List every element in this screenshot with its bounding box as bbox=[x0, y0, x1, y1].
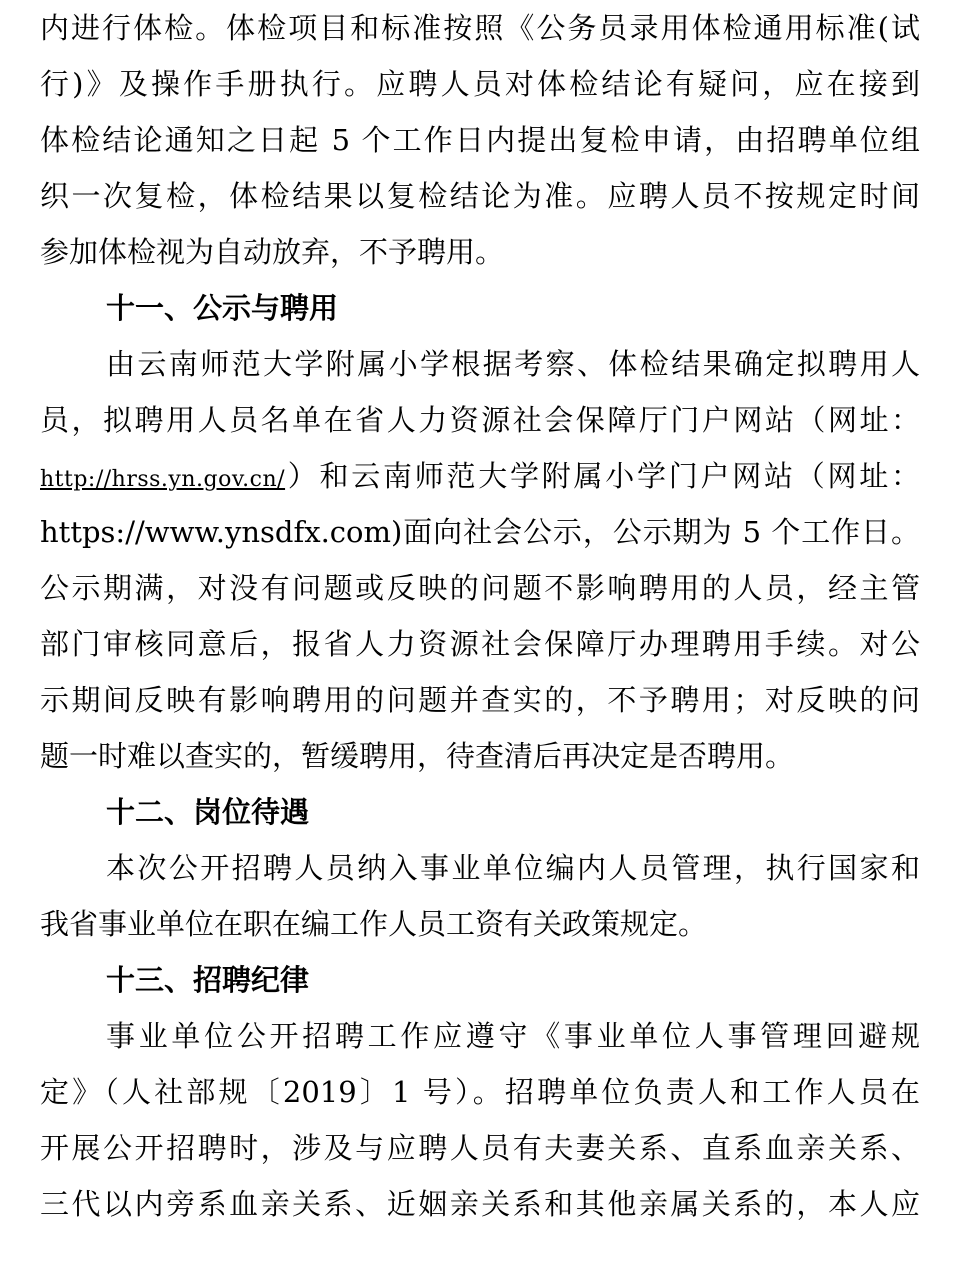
text-line: 事业单位公开招聘工作应遵守《事业单位人事管理回避规 bbox=[106, 1019, 920, 1053]
section-heading-salary: 十二、岗位待遇 bbox=[106, 795, 310, 829]
text-line: 员，拟聘用人员名单在省人力资源社会保障厅门户网站（网址： bbox=[40, 403, 920, 437]
text-line: 内进行体检。体检项目和标准按照《公务员录用体检通用标准(试 bbox=[40, 11, 920, 45]
text-line: 织一次复检，体检结果以复检结论为准。应聘人员不按规定时间 bbox=[40, 179, 920, 213]
text-line: 由云南师范大学附属小学根据考察、体检结果确定拟聘用人 bbox=[106, 347, 920, 381]
text-line: 三代以内旁系血亲关系、近姻亲关系和其他亲属关系的，本人应 bbox=[40, 1187, 920, 1221]
text-line: 参加体检视为自动放弃，不予聘用。 bbox=[40, 235, 505, 269]
text-segment: ）和云南师范大学附属小学门户网站（网址： bbox=[285, 459, 920, 493]
text-line: 示期间反映有影响聘用的问题并查实的，不予聘用；对反映的问 bbox=[40, 683, 920, 717]
text-line-with-link bbox=[40, 448, 920, 504]
text-line: 行)》及操作手册执行。应聘人员对体检结论有疑问，应在接到 bbox=[40, 67, 920, 101]
text-line: 我省事业单位在职在编工作人员工资有关政策规定。 bbox=[40, 907, 708, 941]
text-line: 定》（人社部规〔2019〕1 号）。招聘单位负责人和工作人员在 bbox=[40, 1075, 920, 1109]
text-line: https://www.ynsdfx.com)面向社会公示，公示期为 5 个工作日。 bbox=[40, 515, 920, 549]
section-heading-publicity: 十一、公示与聘用 bbox=[106, 291, 339, 325]
text-line: 部门审核同意后，报省人力资源社会保障厅办理聘用手续。对公 bbox=[40, 627, 920, 661]
hrss-website-link[interactable]: http://hrss.yn.gov.cn/ bbox=[40, 467, 286, 492]
text-line: 体检结论通知之日起 5 个工作日内提出复检申请，由招聘单位组 bbox=[40, 123, 920, 157]
text-line: 题一时难以查实的，暂缓聘用，待查清后再决定是否聘用。 bbox=[40, 739, 795, 773]
section-heading-discipline: 十三、招聘纪律 bbox=[106, 963, 310, 997]
text-line: 公示期满，对没有问题或反映的问题不影响聘用的人员，经主管 bbox=[40, 571, 920, 605]
text-line: 开展公开招聘时，涉及与应聘人员有夫妻关系、直系血亲关系、 bbox=[40, 1131, 920, 1165]
text-line: 本次公开招聘人员纳入事业单位编内人员管理，执行国家和 bbox=[106, 851, 920, 885]
